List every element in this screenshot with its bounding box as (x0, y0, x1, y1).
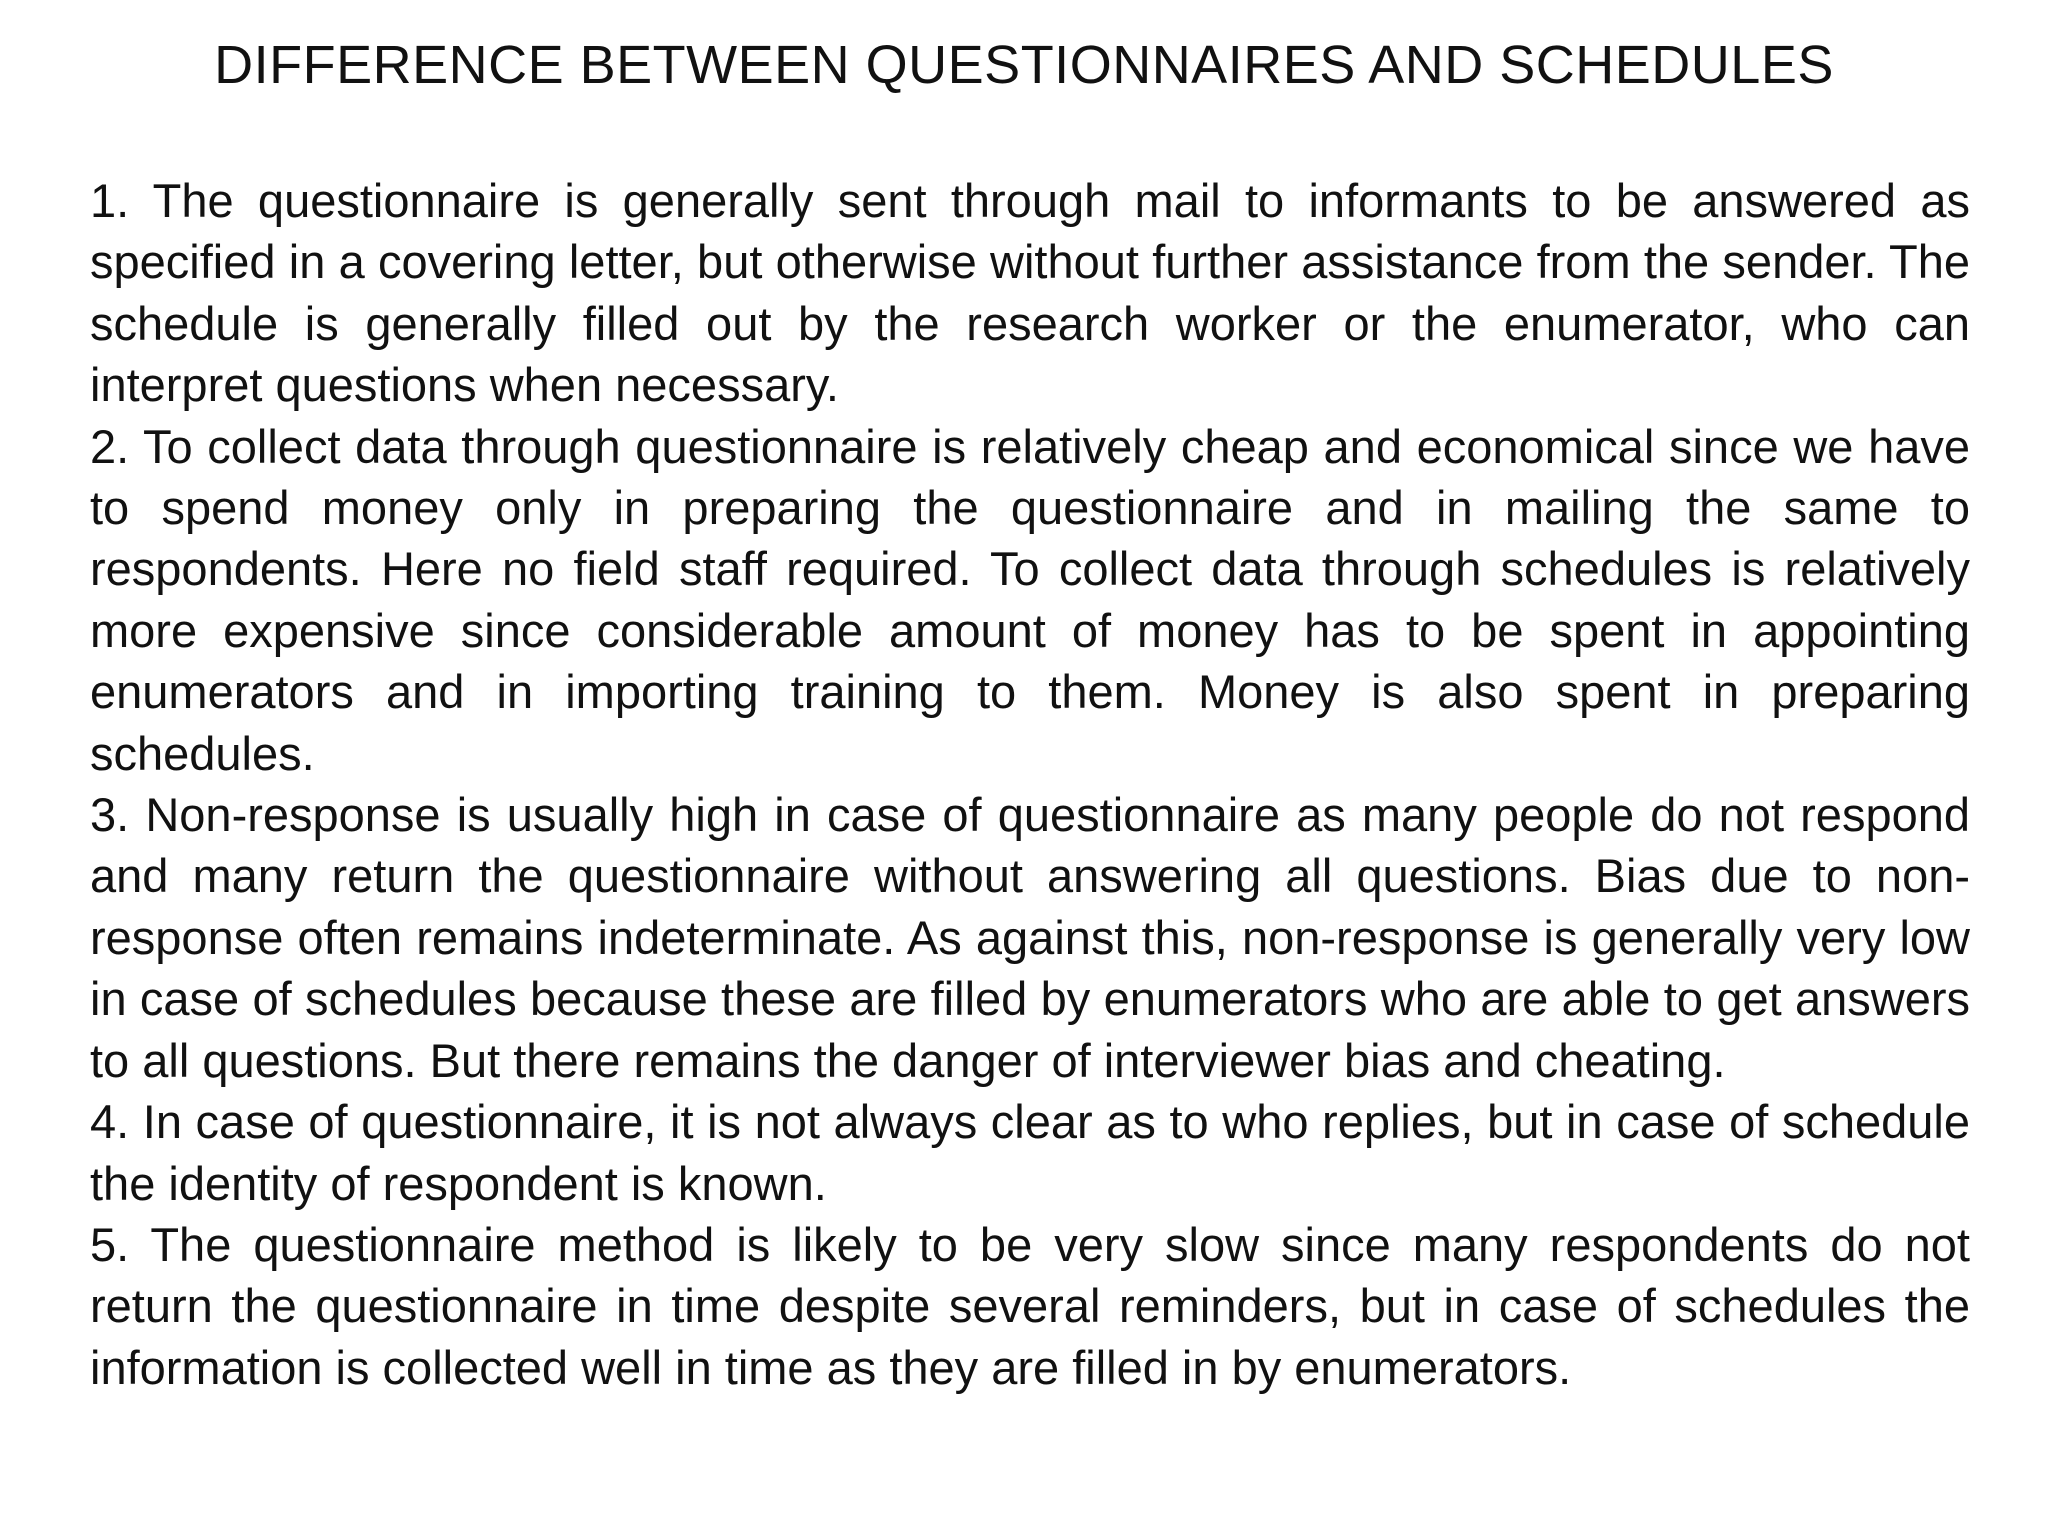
point-4: 4. In case of questionnaire, it is not always clear as to who replies, but in case of schedule the identity of respondent is known. (90, 1095, 1970, 1210)
document-body (90, 170, 1970, 1398)
point-5: 5. The questionnaire method is likely to be very slow since many respondents do not return the questionnaire in time despite several reminders, but in case of schedules the information is collected well in time as they are filled in by enumerators. (90, 1217, 1970, 1394)
point-3: 3. Non-response is usually high in case of questionnaire as many people do not respond and many return the questionnaire without answering all questions. Bias due to non-response often remains indeterminate. As against this, non-response is generally very low in case of schedules because these are filled by enumerators who are able to get answers to all questions. But there remains the danger of interviewer bias and cheating. (90, 788, 1970, 1087)
document-title: DIFFERENCE BETWEEN QUESTIONNAIRES AND SCHEDULES (214, 35, 1834, 95)
point-1: 1. The questionnaire is generally sent through mail to informants to be answered as specified in a covering letter, but otherwise without further assistance from the sender. The schedule is generally filled out by the research worker or the enumerator, who can interpret questions when necessary. (90, 174, 1970, 412)
point-2: 2. To collect data through questionnaire is relatively cheap and economical since we have to spend money only in preparing the questionnaire and in mailing the same to respondents. Here no field staff required. To collect data through schedules is relatively more expensive since considerable amount of money has to be spent in appointing enumerators and in importing training to them. Money is also spent in preparing schedules. (90, 419, 1970, 780)
